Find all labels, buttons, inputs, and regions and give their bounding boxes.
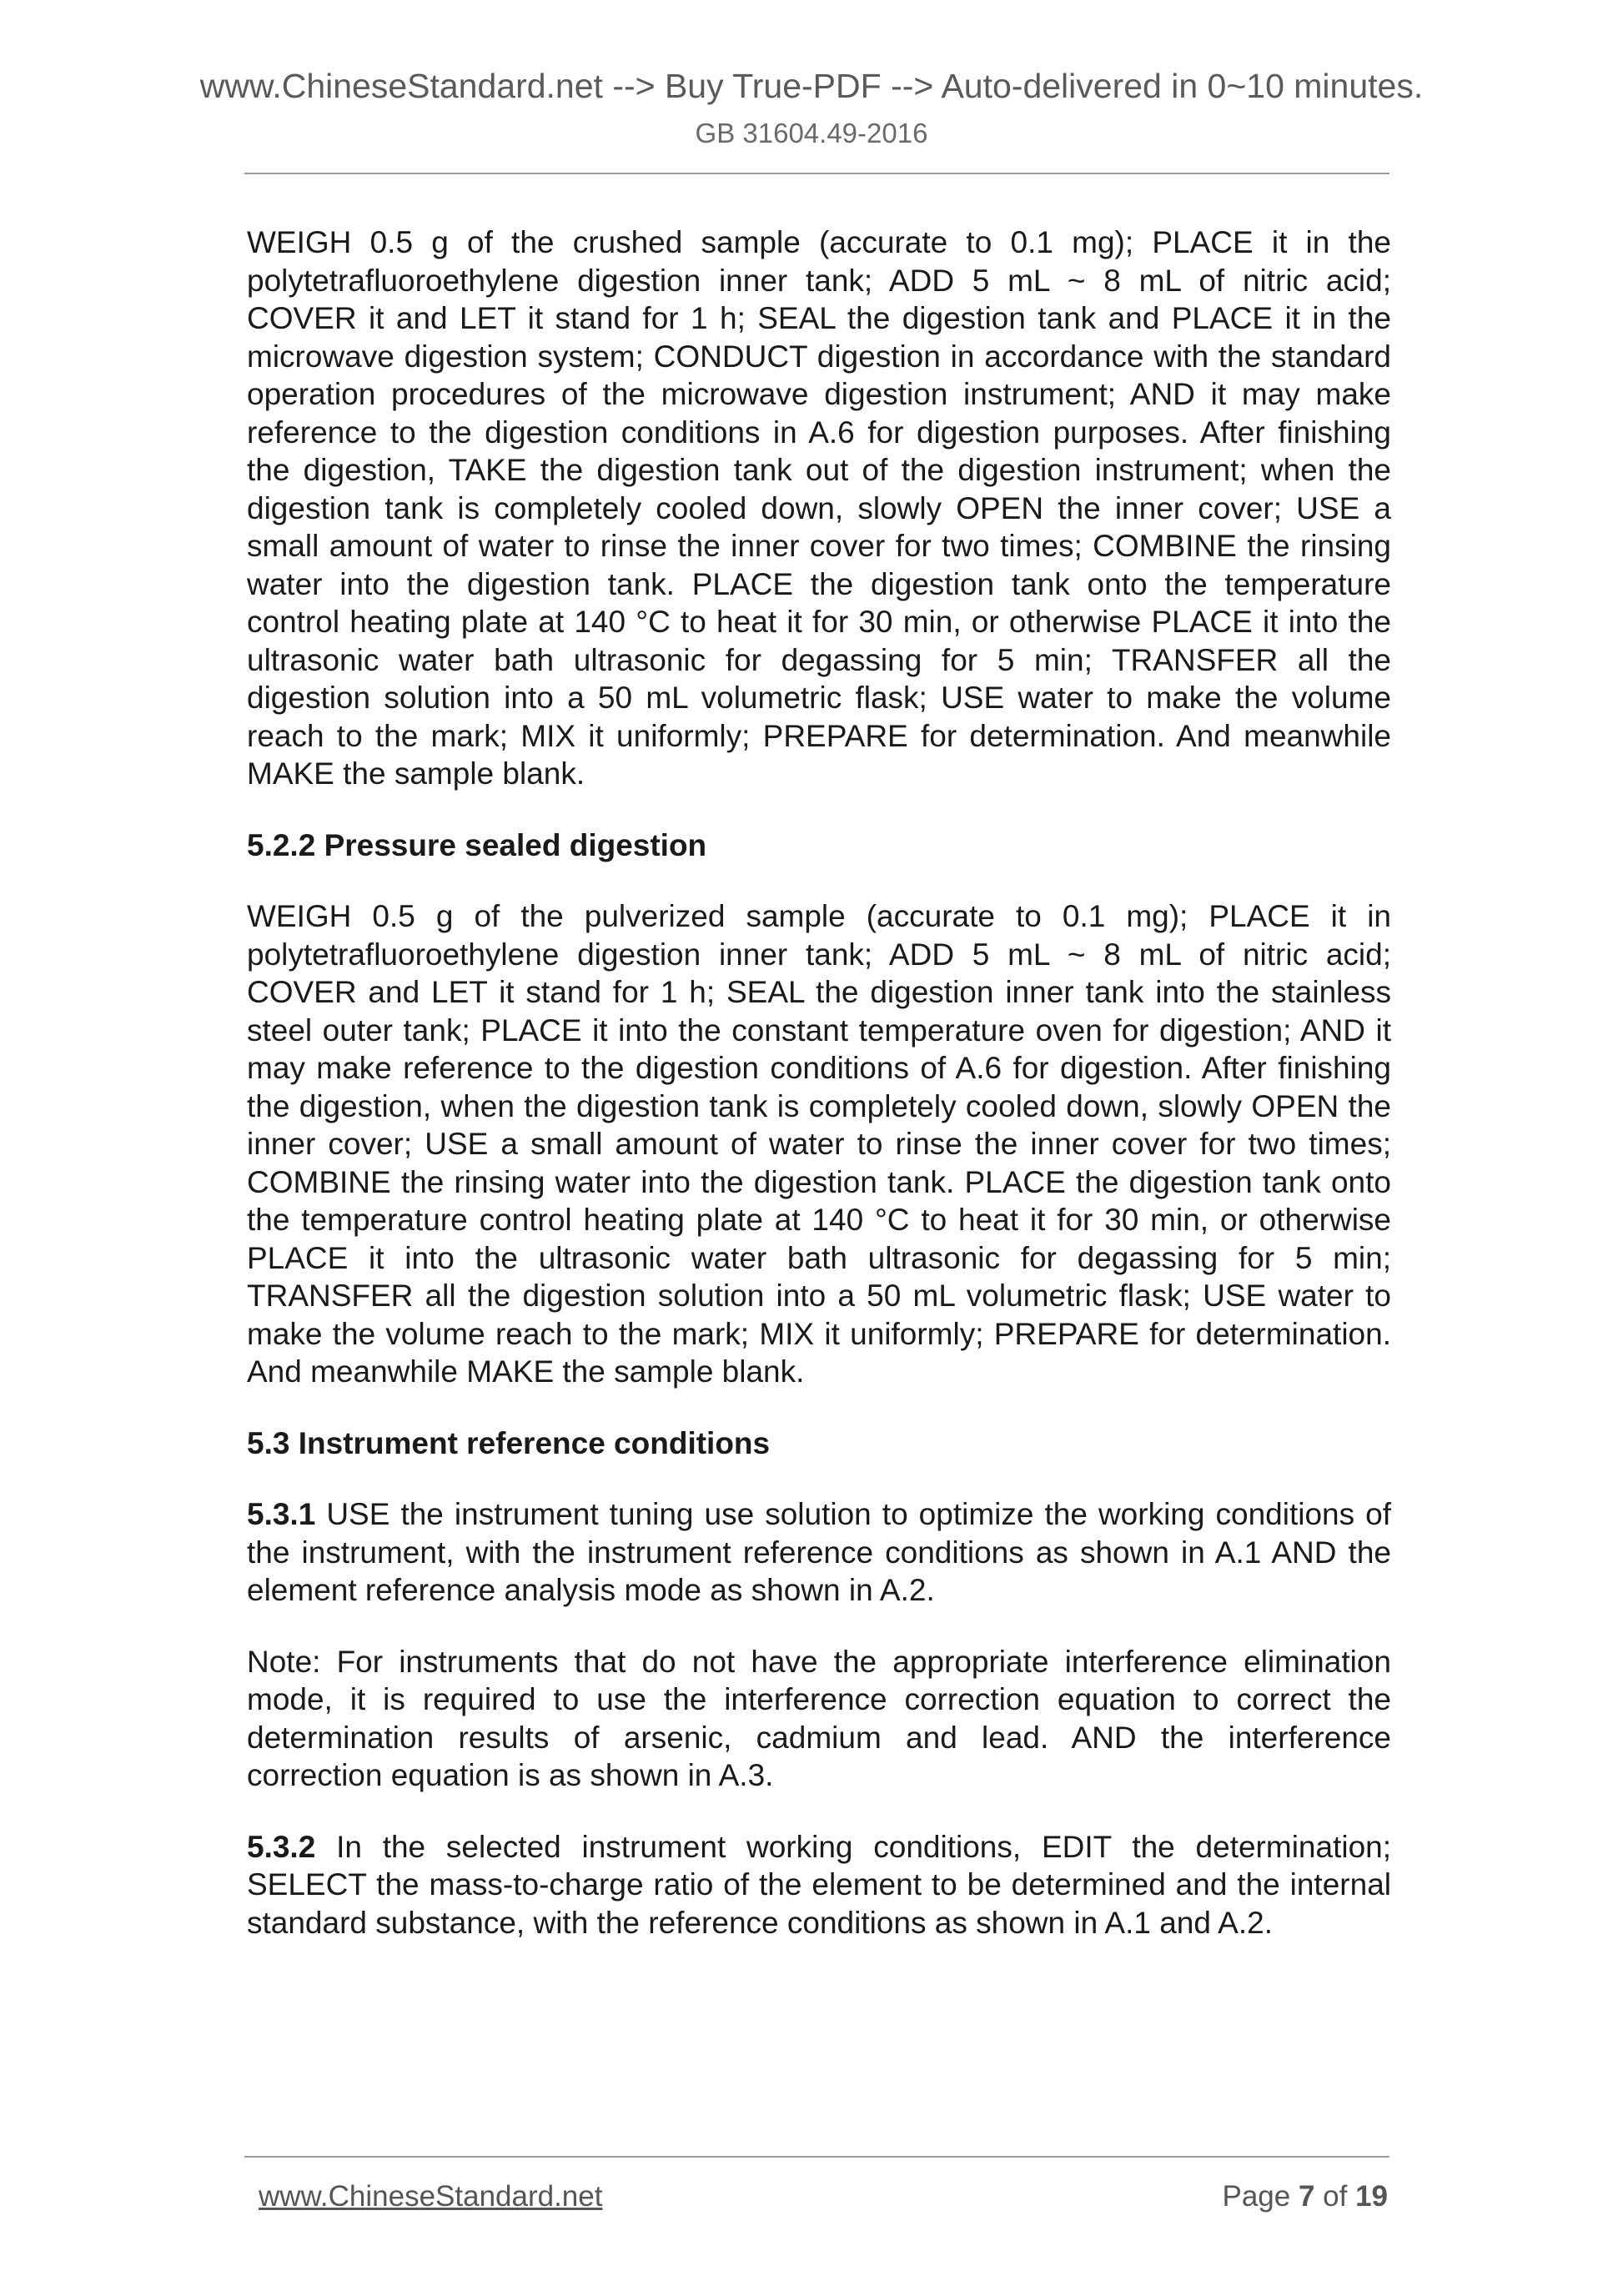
section-heading-5-2-2: 5.2.2 Pressure sealed digestion: [247, 827, 707, 862]
clause-text-5-3-2: In the selected instrument working conditions, EDIT the determination; SELECT the mass-to-charge ratio of the element to be determined and the internal standard substance, with the reference conditions as shown in A.1 and A.2.: [247, 1829, 1391, 1940]
paragraph-microwave-digestion: WEIGH 0.5 g of the crushed sample (accurate to 0.1 mg); PLACE it in the polytetrafluoroethylene digestion inner tank; ADD 5 mL ~ 8 mL of nitric acid; COVER it and LET it stand for 1 h; SEAL the digestion tank and PLACE it in the microwave digestion system; CONDUCT digestion in accordance with the standard operation procedures of the microwave digestion instrument; AND it may make reference to the digestion conditions in A.6 for digestion purposes. After finishing the digestion, TAKE the digestion tank out of the digestion instrument; when the digestion tank is completely cooled down, slowly OPEN the inner cover; USE a small amount of water to rinse the inner cover for two times; COMBINE the rinsing water into the digestion tank. PLACE the digestion tank onto the temperature control heating plate at 140 °C to heat it for 30 min, or otherwise PLACE it into the ultrasonic water bath ultrasonic for degassing for 5 min; TRANSFER all the digestion solution into a 50 mL volumetric flask; USE water to make the volume reach to the mark; MIX it uniformly; PREPARE for determination. And meanwhile MAKE the sample blank.: [247, 225, 1391, 791]
paragraph-5-3-2: [247, 1828, 1391, 1942]
header-banner: www.ChineseStandard.net --> Buy True-PDF --> Auto-delivered in 0~10 minutes.: [199, 67, 1424, 105]
note-paragraph: Note: For instruments that do not have the appropriate interference elimination mode, it is required to use the interference correction equation to correct the determination results of arsenic, cadmium and lead. AND the interference correction equation is as shown in A.3.: [247, 1644, 1391, 1792]
page-number: [1222, 2180, 1388, 2213]
page-current: 7: [1298, 2180, 1315, 2213]
page-total: 19: [1355, 2180, 1388, 2213]
page-prefix: Page: [1222, 2180, 1299, 2213]
paragraph-pressure-sealed-digestion: WEIGH 0.5 g of the pulverized sample (accurate to 0.1 mg); PLACE it in polytetrafluoroethylene digestion inner tank; ADD 5 mL ~ 8 mL of nitric acid; COVER and LET it stand for 1 h; SEAL the digestion inner tank into the stainless steel outer tank; PLACE it into the constant temperature oven for digestion; AND it may make reference to the digestion conditions of A.6 for digestion. After finishing the digestion, when the digestion tank is completely cooled down, slowly OPEN the inner cover; USE a small amount of water to rinse the inner cover for two times; COMBINE the rinsing water into the digestion tank. PLACE the digestion tank onto the temperature control heating plate at 140 °C to heat it for 30 min, or otherwise PLACE it into the ultrasonic water bath ultrasonic for degassing for 5 min; TRANSFER all the digestion solution into a 50 mL volumetric flask; USE water to make the volume reach to the mark; MIX it uniformly; PREPARE for determination. And meanwhile MAKE the sample blank.: [247, 899, 1391, 1389]
clause-number-5-3-1: 5.3.1: [247, 1497, 316, 1531]
footer-website-link[interactable]: www.ChineseStandard.net: [259, 2180, 603, 2213]
page-of: of: [1314, 2180, 1356, 2213]
clause-text-5-3-1: USE the instrument tuning use solution to optimize the working conditions of the instrument, with the instrument reference conditions as shown in A.1 AND the element reference analysis mode as shown in A.2.: [247, 1497, 1391, 1607]
paragraph-5-3-1: [247, 1495, 1391, 1610]
footer-divider: [244, 2156, 1389, 2158]
header-divider: [244, 173, 1389, 174]
clause-number-5-3-2: 5.3.2: [247, 1829, 316, 1864]
page-content: [247, 224, 1391, 1975]
section-heading-5-3: 5.3 Instrument reference conditions: [247, 1425, 771, 1460]
standard-code: GB 31604.49-2016: [695, 118, 928, 148]
